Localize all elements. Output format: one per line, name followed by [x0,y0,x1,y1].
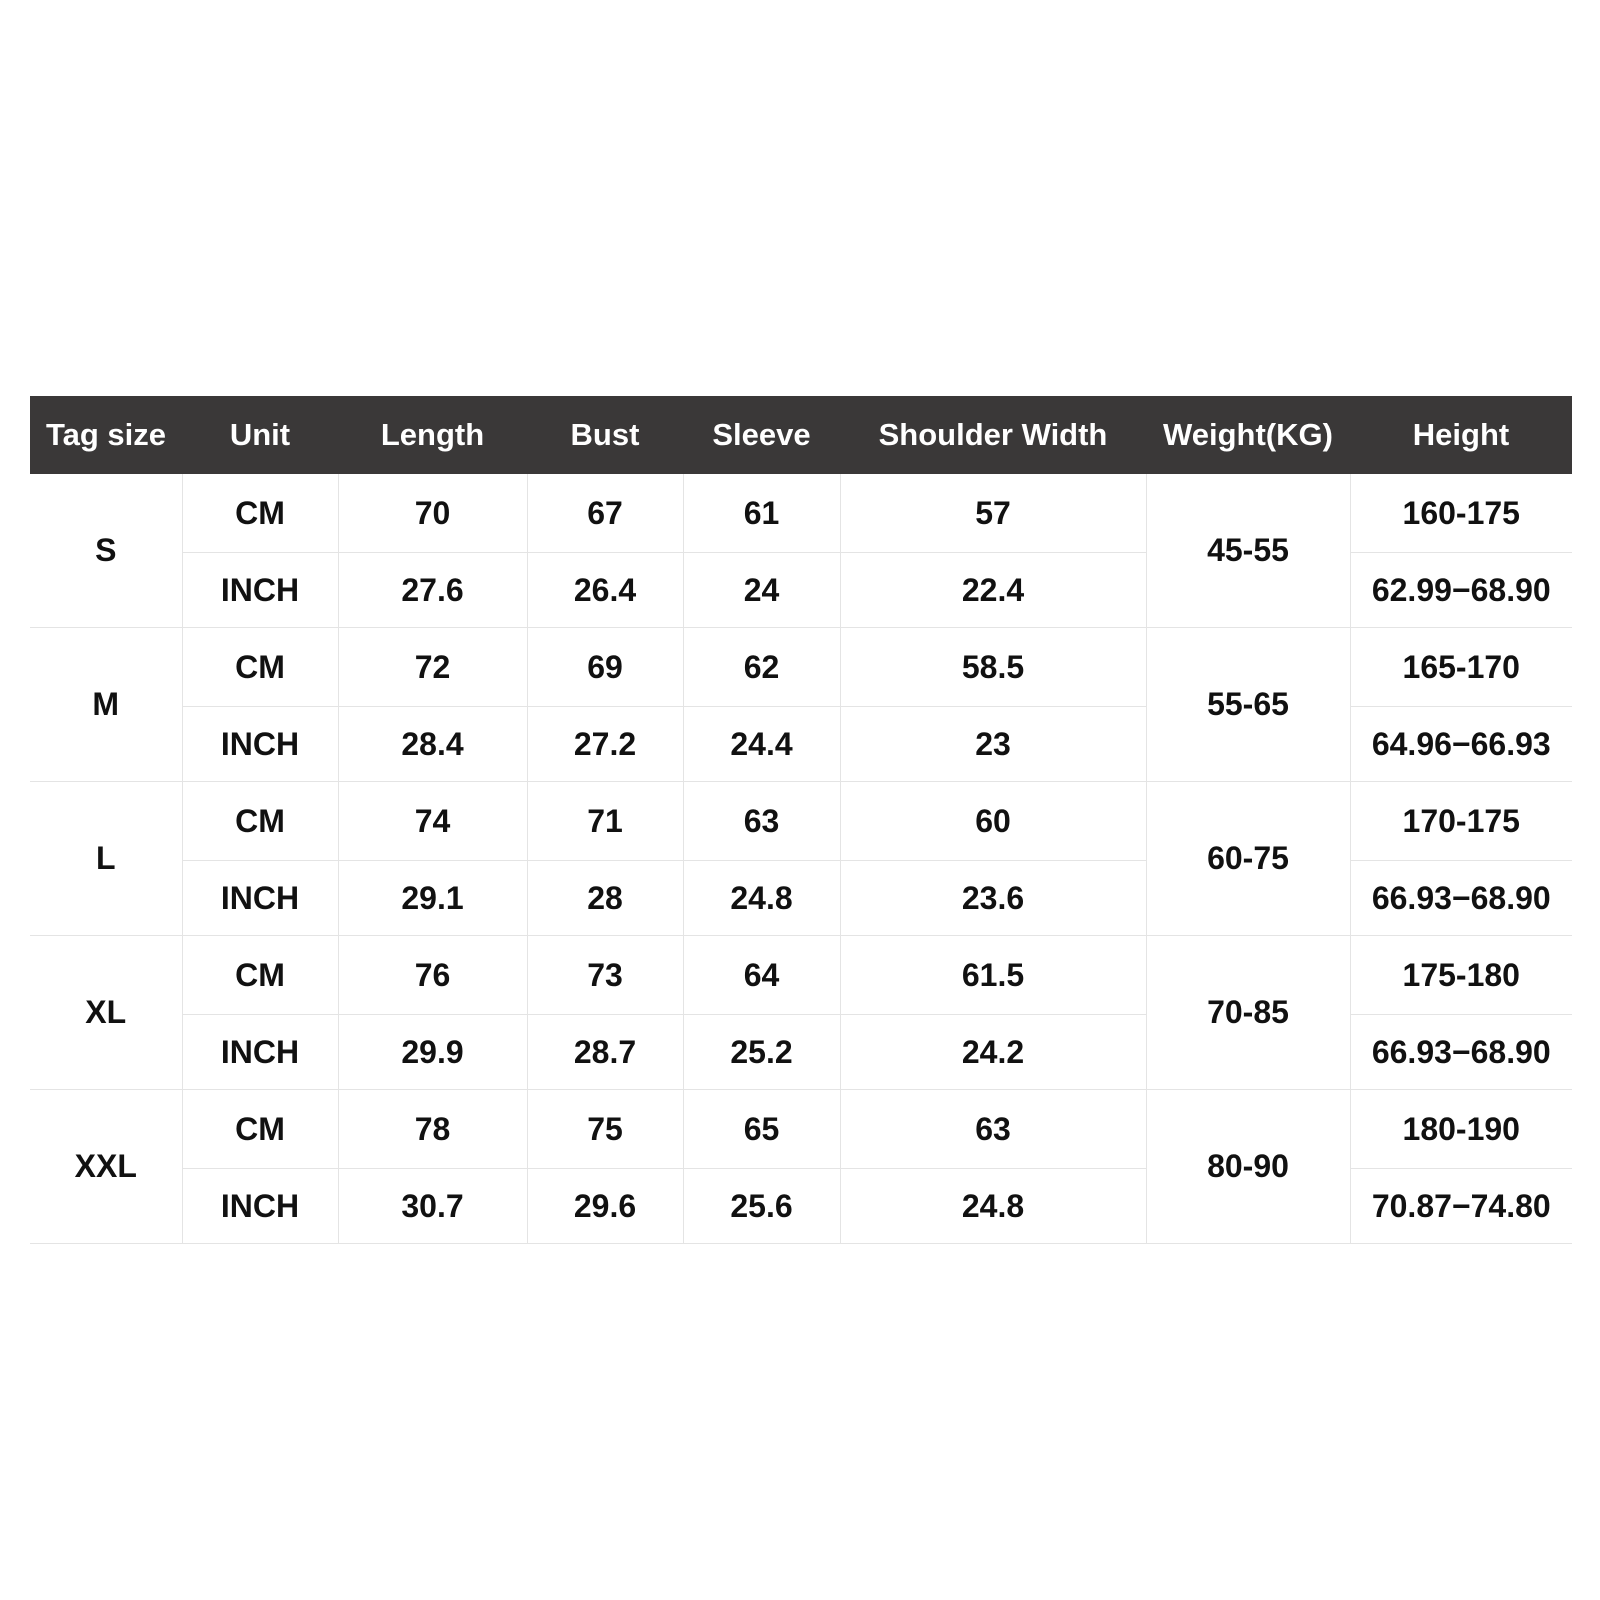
height-cell: 180-190 [1350,1090,1572,1169]
length-cell: 76 [338,936,527,1015]
unit-cell: CM [182,782,338,861]
bust-cell: 27.2 [527,707,683,782]
shoulder-width-cell: 24.8 [840,1169,1146,1244]
tag-size-cell: L [30,782,182,936]
length-cell: 29.1 [338,861,527,936]
shoulder-width-cell: 22.4 [840,553,1146,628]
height-cell: 160-175 [1350,474,1572,553]
bust-cell: 26.4 [527,553,683,628]
unit-cell: CM [182,1090,338,1169]
length-cell: 30.7 [338,1169,527,1244]
tag-size-cell: XXL [30,1090,182,1244]
shoulder-width-cell: 63 [840,1090,1146,1169]
header-shoulder-width: Shoulder Width [840,396,1146,474]
length-cell: 70 [338,474,527,553]
bust-cell: 73 [527,936,683,1015]
length-cell: 28.4 [338,707,527,782]
shoulder-width-cell: 24.2 [840,1015,1146,1090]
bust-cell: 29.6 [527,1169,683,1244]
length-cell: 29.9 [338,1015,527,1090]
unit-cell: INCH [182,553,338,628]
height-cell: 66.93−68.90 [1350,861,1572,936]
unit-cell: CM [182,936,338,1015]
shoulder-width-cell: 58.5 [840,628,1146,707]
unit-cell: CM [182,474,338,553]
unit-cell: INCH [182,1169,338,1244]
height-cell: 70.87−74.80 [1350,1169,1572,1244]
sleeve-cell: 64 [683,936,840,1015]
tag-size-cell: XL [30,936,182,1090]
unit-cell: CM [182,628,338,707]
weight-cell: 80-90 [1146,1090,1350,1244]
shoulder-width-cell: 60 [840,782,1146,861]
shoulder-width-cell: 23 [840,707,1146,782]
sleeve-cell: 24.8 [683,861,840,936]
table-body [30,474,1572,1244]
bust-cell: 71 [527,782,683,861]
shoulder-width-cell: 61.5 [840,936,1146,1015]
header-weight: Weight(KG) [1146,396,1350,474]
tag-size-cell: M [30,628,182,782]
weight-cell: 45-55 [1146,474,1350,628]
unit-cell: INCH [182,861,338,936]
sleeve-cell: 25.6 [683,1169,840,1244]
header-bust: Bust [527,396,683,474]
table-row-m-cm [30,628,1572,707]
table-row-s-cm [30,474,1572,553]
header-tag-size: Tag size [30,396,182,474]
table-row-xxl-cm [30,1090,1572,1169]
length-cell: 72 [338,628,527,707]
height-cell: 170-175 [1350,782,1572,861]
unit-cell: INCH [182,1015,338,1090]
height-cell: 175-180 [1350,936,1572,1015]
bust-cell: 69 [527,628,683,707]
height-cell: 62.99−68.90 [1350,553,1572,628]
sleeve-cell: 25.2 [683,1015,840,1090]
header-height: Height [1350,396,1572,474]
header-sleeve: Sleeve [683,396,840,474]
shoulder-width-cell: 23.6 [840,861,1146,936]
tag-size-cell: S [30,474,182,628]
sleeve-cell: 63 [683,782,840,861]
length-cell: 74 [338,782,527,861]
weight-cell: 70-85 [1146,936,1350,1090]
table-row-xl-cm [30,936,1572,1015]
length-cell: 27.6 [338,553,527,628]
height-cell: 66.93−68.90 [1350,1015,1572,1090]
sleeve-cell: 24.4 [683,707,840,782]
table-header [30,396,1572,474]
header-row [30,396,1572,474]
height-cell: 165-170 [1350,628,1572,707]
header-unit: Unit [182,396,338,474]
shoulder-width-cell: 57 [840,474,1146,553]
sleeve-cell: 65 [683,1090,840,1169]
table-row-l-cm [30,782,1572,861]
height-cell: 64.96−66.93 [1350,707,1572,782]
bust-cell: 75 [527,1090,683,1169]
bust-cell: 28.7 [527,1015,683,1090]
length-cell: 78 [338,1090,527,1169]
unit-cell: INCH [182,707,338,782]
bust-cell: 67 [527,474,683,553]
sleeve-cell: 62 [683,628,840,707]
weight-cell: 55-65 [1146,628,1350,782]
sleeve-cell: 61 [683,474,840,553]
weight-cell: 60-75 [1146,782,1350,936]
bust-cell: 28 [527,861,683,936]
header-length: Length [338,396,527,474]
sleeve-cell: 24 [683,553,840,628]
size-chart-table [30,396,1572,1244]
